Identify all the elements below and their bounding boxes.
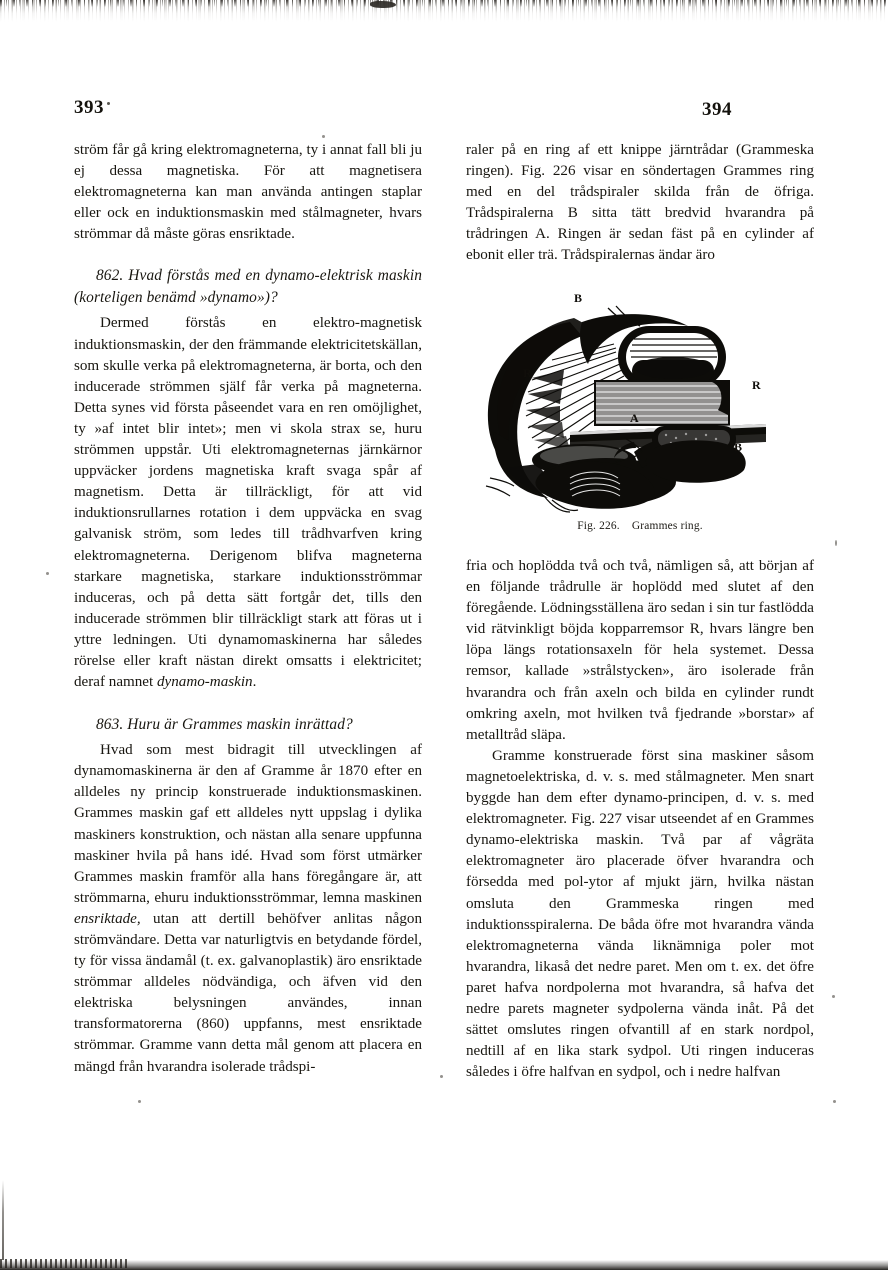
figure-label-b-top: B <box>574 291 583 305</box>
page-number-right: 394 <box>702 99 732 120</box>
text-column-left <box>74 140 422 1078</box>
scan-speck <box>46 572 49 575</box>
scan-edge-bottom-left <box>0 1259 130 1268</box>
scan-speck <box>322 135 325 138</box>
paragraph-right-last: Gramme konstruerade först sina maskiner såsom magnetoelektriska, d. v. s. med stålmagneter. Men snart byggde han dem efter dynamo-principen, d. v. s. med elektromagneter. Fig. 227 visar utseendet af en Grammes dynamo-elektriska maskin. Två par af vågräta elektromagneter äro placerade öfver hvarandra och försedda med pol-ytor af mjukt järn, hvilka nästan omsluta den Grammeska ringen med induktionsspiralerna. De båda öfre mot hvarandra vända elektromagneterna vända liknämniga poler mot hvarandra, likaså det nedre paret. Men om t. ex. det öfre paret hafva nordpolerna mot hvarandra, så hafva det nedre parets magneter sydpolerna vända inåt. På det sättet omslutes ringen ofvantill af en stark nordpol, nedtill af en lika stark sydpol. Uti ringen induceras således i öfre halfvan en sydpol, och i nedre halfvan <box>466 747 814 1081</box>
scan-speck <box>833 1100 836 1103</box>
text-column-right-top <box>466 140 814 272</box>
page-number-left-value: 393 <box>74 97 104 118</box>
italic-term-dynamo-maskin: dynamo-maskin <box>156 674 253 691</box>
scan-edge-bottom <box>0 1260 888 1270</box>
figure-label-a-lower: A <box>630 411 639 425</box>
scan-speck <box>835 540 837 546</box>
scan-blob-artifact <box>370 1 396 8</box>
figure-label-r-outer: R <box>752 378 761 392</box>
paragraph-863-text-part1: Hvad som mest bidragit till utvecklingen af dynamomaskinerna är den af Gramme år 1870 efter en alldeles ny princip konstruerade induktionsmaskinen. Grammes maskin gaf ett alldeles nytt uppslag i dylika maskiners konstruktion, och nästan alla senare uppfunna maskiner hvila på hans idé. Hvad som först utmärker Grammes maskin framför alla hans föregångare är, att strömmarna, ehuru induktionsströmmar, lemna maskinen <box>74 742 422 906</box>
italic-term-ensriktade: ensriktade, <box>74 910 141 927</box>
scan-speck <box>832 995 835 998</box>
figure-caption <box>466 520 814 532</box>
figure-label-b-lower: B <box>734 440 743 454</box>
figure-caption-title: Grammes ring. <box>631 520 703 532</box>
scan-noise-top-dense <box>0 0 888 7</box>
section-heading-862: 862. Hvad förstås med en dynamo-elektrisk maskin (korteligen benämd »dynamo»)? <box>74 267 422 307</box>
figure-226-engraving <box>466 282 814 514</box>
paragraph-863-text-part2: utan att dertill behöfver anlitas någon strömvändare. Detta var naturligtvis en betydande fördel, ty för vissa ändamål (t. ex. galvanoplastik) äro ensriktade strömmar alldeles nödvändiga, och äfven vid den elektriska belysningen användes, innan transformatorerna (860) uppfanns, mest ensriktade strömmar. Gramme vann detta mål genom att placera en mängd från hvarandra isolerade trådspi- <box>74 910 422 1075</box>
paragraph-right-top: raler på en ring af ett knippe järntrådar (Grammeska ringen). Fig. 226 visar en söndertagen Grammes ring med en del trådspiraler skilda från de öfriga. Trådspiralerna B sitta tätt bredvid hvarandra på trådringen A. Ringen är sedan fäst på en cylinder af ebonit eller trä. Trådspiralernas ändar äro <box>466 142 814 264</box>
section-heading-863: 863. Huru är Grammes maskin inrättad? <box>96 716 353 734</box>
paragraph-862-body <box>74 313 422 693</box>
scan-edge-left <box>2 1180 4 1260</box>
scan-speck <box>138 1100 141 1103</box>
figure-226 <box>466 282 814 532</box>
grammes-ring-illustration <box>466 282 814 514</box>
paragraph-right-after-figure: fria och hoplödda två och två, nämligen så, att början af en följande trådrulle är hoplödd med slutet af den föregående. Lödningsställena äro sedan i sin tur fastlödda vid rätvinkligt böjda kopparremsor R, hvars längre ben löpa längs rotationsaxeln för hela systemet. Dessa remsor, kallade »strålstycken», äro isolerade från hvarandra och från axeln och bilda en cylinder rundt omkring axeln, mot hvilken två fjedrande »borstar» af metalltråd släpa. <box>466 558 814 743</box>
scan-speck <box>440 1075 443 1078</box>
figure-label-r-inner: R <box>523 366 532 380</box>
figure-caption-number: Fig. 226. <box>577 520 620 532</box>
text-column-right-bottom <box>466 556 814 1083</box>
paragraph-863-body <box>74 740 422 1078</box>
folio-dot-artifact <box>107 102 110 105</box>
paragraph-continuation: ström får gå kring elektromagneterna, ty i annat fall bli ju ej dessa magnetiska. För att magnetisera elektromagneterna kan man använda antingen staplar eller ock en induktionsmaskin med stålmagneter, hvars strömmar då måste göras ensriktade. <box>74 142 422 243</box>
paragraph-862-text-after: . <box>252 674 257 691</box>
page-number-left <box>74 97 110 119</box>
paragraph-862-text-before: Dermed förstås en elektro-magnetisk induktionsmaskin, der den främmande elektricitetskällan, som skulle verka på elektromagneterna, är borta, och den inducerade strömmen själf får verka på magneterna. Detta synes vid första påseendet vara en ren omöjlighet, ty »af intet blir intet»; men vi skola strax se, huru strömmen uppstår. Uti elektromagneternas järnkärnor uppväcker jordens magnetiska kraft svaga spår af magnetism. Detta är tillräckligt, för att vid induktionsrullarnes rotation i dem uppväcka en svag galvanisk ström, som ledes till trådhvarfven kring elektromagneterna. Derigenom blifva magneterna starkare magnetiska, starkare induktionsströmmar induceras, och på detta sätt fortgår det, tills den inducerade strömmen blir tillräckligt stark att föras ut i yttre ledningen. Uti dynamomaskinerna har således rörelse eller kraft nästan direkt omsatts i elektricitet; deraf namnet <box>74 315 422 691</box>
